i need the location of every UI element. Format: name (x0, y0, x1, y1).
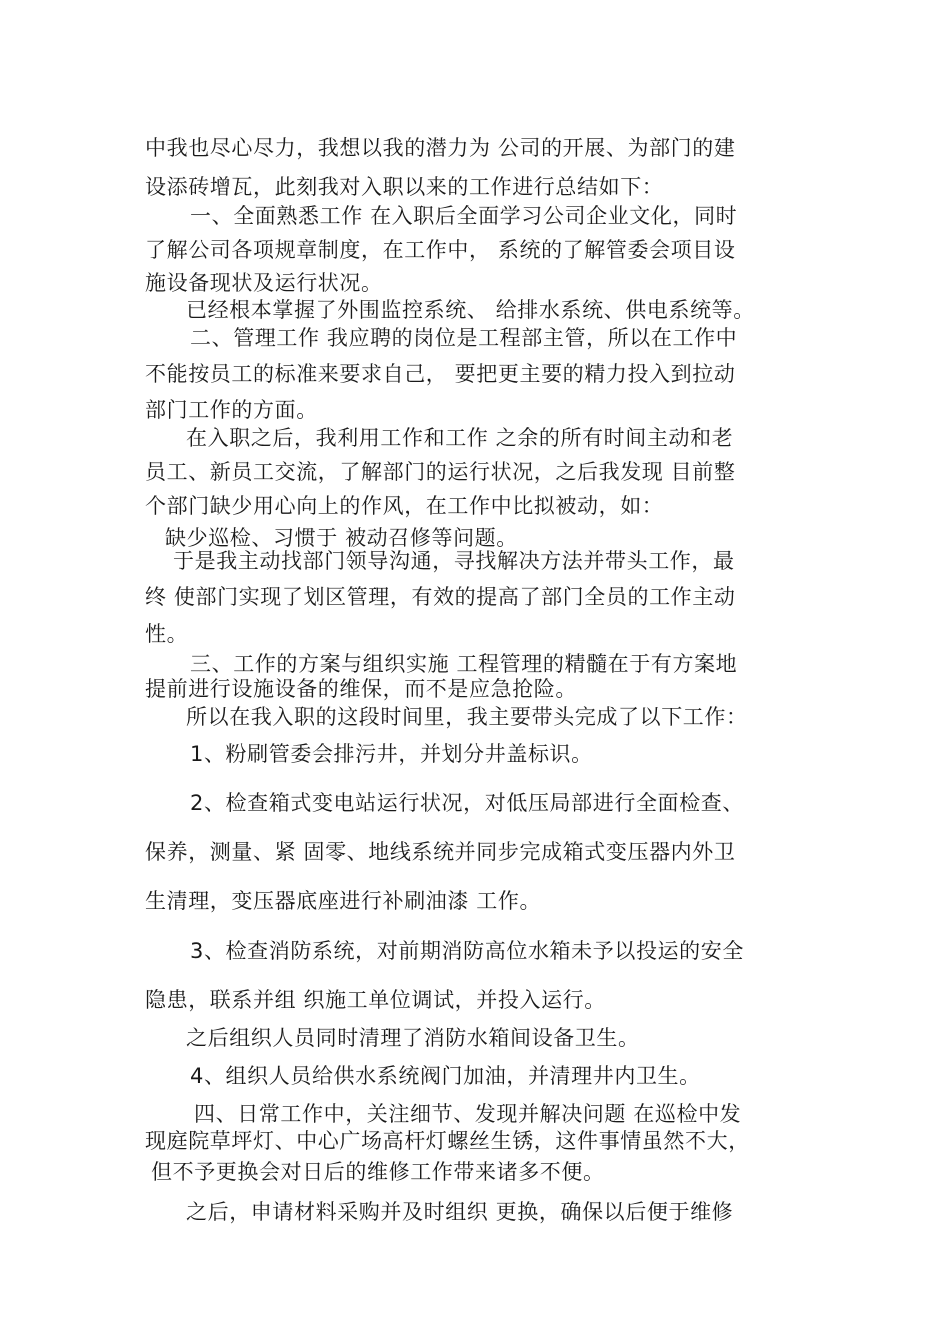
list-item-line: 1、粉刷管委会排污井，并划分井盖标识。 (190, 742, 593, 766)
text-line: 不能按员工的标准来要求自己， 要把更主要的精力投入到拉动 (145, 362, 736, 386)
text-line: 之后，申请材料采购并及时组织 更换，确保以后便于维修 (186, 1200, 734, 1224)
list-item-line: 4、组织人员给供水系统阀门加油，并清理井内卫生。 (190, 1064, 701, 1088)
text-line: 现庭院草坪灯、中心广场高杆灯螺丝生锈，这件事情虽然不大， (145, 1129, 750, 1153)
section-heading-line: 四、日常工作中，关注细节、发现并解决问题 在巡检中发 (194, 1102, 742, 1126)
text-line: 员工、新员工交流，了解部门的运行状况，之后我发现 目前整 (145, 460, 736, 484)
section-heading-line: 一、全面熟悉工作 在入职后全面学习公司企业文化，同时 (190, 204, 738, 228)
text-line: 在入职之后，我利用工作和工作 之余的所有时间主动和老 (186, 426, 734, 450)
text-line: 所以在我入职的这段时间里，我主要带头完成了以下工作： (186, 705, 748, 729)
text-line: 施设备现状及运行状况。 (145, 271, 383, 295)
text-line: 缺少巡检、习惯于 被动召修等问题。 (165, 526, 518, 550)
section-heading-line: 三、工作的方案与组织实施 工程管理的精髓在于有方案地 (190, 652, 738, 676)
section-heading-line: 二、管理工作 我应聘的岗位是工程部主管，所以在工作中 (190, 326, 738, 350)
text-line: 中我也尽心尽力，我想以我的潜力为 公司的开展、为部门的建 (145, 136, 736, 160)
text-line: 终 使部门实现了划区管理，有效的提高了部门全员的工作主动 (145, 585, 736, 609)
text-line: 部门工作的方面。 (145, 398, 318, 422)
text-line: 设添砖增瓦，此刻我对入职以来的工作进行总结如下： (145, 175, 664, 199)
text-line: 个部门缺少用心向上的作风，在工作中比拟被动，如： (145, 494, 664, 518)
text-line: 提前进行设施设备的维保，而不是应急抢险。 (145, 677, 577, 701)
list-item-line: 2、检查箱式变电站运行状况，对低压局部进行全面检查、 (190, 791, 744, 815)
text-line: 了解公司各项规章制度，在工作中， 系统的了解管委会项目设 (145, 238, 736, 262)
text-line: 隐患，联系并组 织施工单位调试，并投入运行。 (145, 988, 606, 1012)
text-line: 于是我主动找部门领导沟通，寻找解决方法并带头工作，最 (173, 549, 735, 573)
text-line: 之后组织人员同时清理了消防水箱间设备卫生。 (186, 1026, 640, 1050)
text-line: 保养，测量、紧 固零、地线系统并同步完成箱式变压器内外卫 (145, 840, 736, 864)
list-item-line: 3、检查消防系统，对前期消防高位水箱未予以投运的安全 (190, 939, 744, 963)
text-line: 已经根本掌握了外围监控系统、 给排水系统、供电系统等。 (186, 298, 755, 322)
text-line: 但不予更换会对日后的维修工作带来诸多不便。 (151, 1160, 605, 1184)
text-line: 生清理，变压器底座进行补刷油漆 工作。 (145, 889, 542, 913)
text-line: 性。 (145, 622, 189, 646)
